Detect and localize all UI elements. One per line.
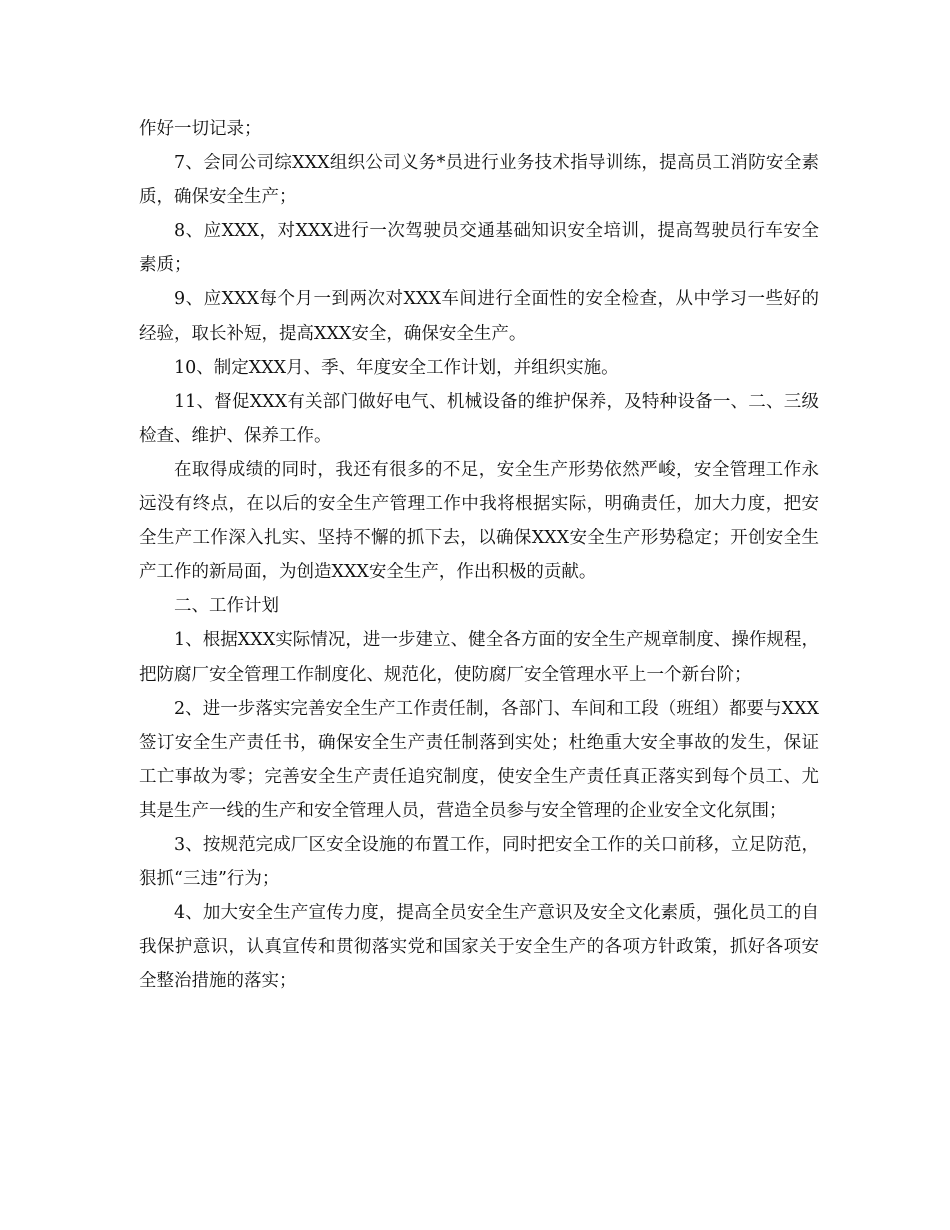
- paragraph-plan-2: 2、进一步落实完善安全生产工作责任制，各部门、车间和工段（班组）都要与XXX签订安全生产责任书，确保安全生产责任制落到实处；杜绝重大安全事故的发生，保证工亡事故为零；完善安全生产责任追究制度，使安全生产责任真正落实到每个员工、尤其是生产一线的生产和安全管理人员，营造全员参与安全管理的企业安全文化氛围；: [139, 698, 819, 821]
- paragraph-item-9: 9、应XXX每个月一到两次对XXX车间进行全面性的安全检查，从中学习一些好的经验，取长补短，提高XXX安全，确保安全生产。: [139, 289, 819, 344]
- paragraph-item-11: 11、督促XXX有关部门做好电气、机械设备的维护保养，及特种设备一、二、三级检查、维护、保养工作。: [139, 391, 819, 446]
- document-body: [139, 112, 819, 998]
- paragraph-item-8: 8、应XXX，对XXX进行一次驾驶员交通基础知识安全培训，提高驾驶员行车安全素质；: [139, 221, 819, 276]
- paragraph-plan-4: 4、加大安全生产宣传力度，提高全员安全生产意识及安全文化素质，强化员工的自我保护意识，认真宣传和贯彻落实党和国家关于安全生产的各项方针政策，抓好各项安全整治措施的落实；: [139, 903, 819, 992]
- paragraph-summary: 在取得成绩的同时，我还有很多的不足，安全生产形势依然严峻，安全管理工作永远没有终点，在以后的安全生产管理工作中我将根据实际，明确责任，加大力度，把安全生产工作深入扎实、坚持不懈的抓下去，以确保XXX安全生产形势稳定；开创安全生产工作的新局面，为创造XXX安全生产，作出积极的贡献。: [139, 459, 819, 583]
- paragraph-plan-3: 3、按规范完成厂区安全设施的布置工作，同时把安全工作的关口前移，立足防范，狠抓“三违”行为；: [139, 834, 819, 890]
- paragraph-continuation: 作好一切记录；: [139, 119, 262, 139]
- paragraph-item-10: 10、制定XXX月、季、年度安全工作计划，并组织实施。: [174, 357, 619, 378]
- paragraph-plan-1: 1、根据XXX实际情况，进一步建立、健全各方面的安全生产规章制度、操作规程，把防腐厂安全管理工作制度化、规范化，使防腐厂安全管理水平上一个新台阶；: [139, 630, 819, 685]
- section-heading-work-plan: 二、工作计划: [174, 596, 279, 617]
- paragraph-item-7: 7、会同公司综XXX组织公司义务*员进行业务技术指导训练，提高员工消防安全素质，确保安全生产；: [139, 153, 819, 208]
